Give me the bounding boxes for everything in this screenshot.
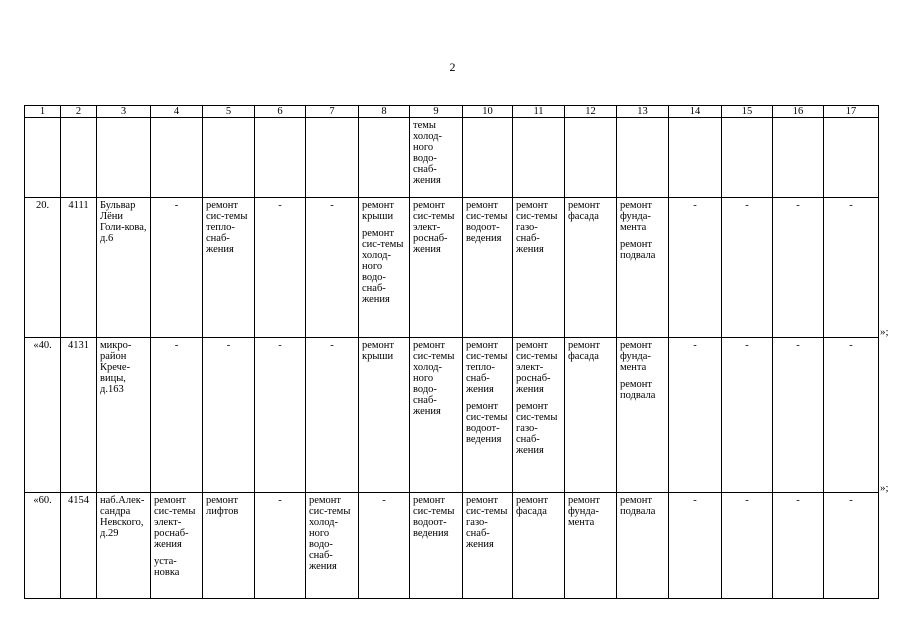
table-cell [669,198,722,338]
cell-text: ремонт сис-темы тепло-снаб-жения [206,200,248,255]
column-header: 12 [565,106,617,118]
cell-text: ремонт сис-темы холод-ного водо-снаб-жения [309,495,351,572]
column-header: 9 [410,106,463,118]
cell-text: ремонт сис-темы элект-роснаб-жения [413,200,455,255]
table-cell [565,338,617,493]
column-header: 17 [824,106,879,118]
cell-text: ремонт фасада [516,495,549,517]
table-cell [25,198,61,338]
table-cell [151,338,203,493]
table-cell [410,198,463,338]
cell-text: ремонт фунда-мента [620,340,653,373]
column-header: 2 [61,106,97,118]
table-cell [565,118,617,198]
cell-text: ремонт подвала [620,495,656,517]
column-header: 4 [151,106,203,118]
table-cell [151,198,203,338]
table-cell [565,493,617,599]
row-trailing-mark: »; [880,326,889,338]
column-header: 5 [203,106,255,118]
table-cell [513,118,565,198]
table-cell [255,118,306,198]
cell-text: - [745,495,749,506]
cell-text: Бульвар Лёни Голи-кова, д.6 [100,200,147,244]
table-cell [410,338,463,493]
table-cell [151,493,203,599]
table-cell [359,493,410,599]
table-cell [255,493,306,599]
table-row [25,338,879,493]
table-cell [255,338,306,493]
table-cell [463,338,513,493]
cell-text: - [745,200,749,211]
column-header: 15 [722,106,773,118]
table-cell [410,118,463,198]
cell-text: - [278,340,282,351]
cell-text: ремонт сис-темы холод-ного водо-снаб-жения [362,228,404,305]
table-cell [61,493,97,599]
cell-text: - [226,340,231,351]
table-cell [722,338,773,493]
table-cell [617,118,669,198]
table-cell [773,338,824,493]
table-cell [463,118,513,198]
table-cell [61,198,97,338]
cell-text: темы холод-ного водо-снаб-жения [413,120,442,186]
cell-text: - [174,200,179,211]
table-row [25,493,879,599]
cell-text: уста-новка [154,556,180,578]
table-cell [25,118,61,198]
cell-text: ремонт сис-темы элект-роснаб-жения [516,340,558,395]
cell-text: - [278,495,282,506]
table-cell [617,198,669,338]
column-header: 16 [773,106,824,118]
table-cell [773,493,824,599]
table-cell [97,118,151,198]
cell-text: - [382,495,386,506]
table-cell [97,493,151,599]
cell-text: - [330,200,334,211]
column-header: 14 [669,106,722,118]
table-cell [669,338,722,493]
table-cell [97,338,151,493]
table-cell [513,198,565,338]
cell-text: 4154 [68,495,89,506]
cell-text: ремонт крыши [362,200,395,222]
cell-text: - [330,340,334,351]
column-header: 3 [97,106,151,118]
cell-text: ремонт фунда-мента [568,495,601,528]
cell-text: ремонт фасада [568,340,601,362]
column-header: 13 [617,106,669,118]
table-row [25,118,879,198]
cell-text: - [174,340,179,351]
cell-text: ремонт сис-темы элект-роснаб-жения [154,495,196,550]
table-cell [773,198,824,338]
column-header: 7 [306,106,359,118]
row-trailing-mark: »; [880,482,889,494]
repair-schedule-table [24,105,879,599]
cell-text: - [796,340,800,351]
table-cell [773,118,824,198]
cell-text: 4131 [68,340,89,351]
table-cell [306,198,359,338]
cell-text: ремонт фасада [568,200,601,222]
table-cell [25,338,61,493]
cell-text: - [745,340,749,351]
table-cell [824,198,879,338]
table-cell [565,198,617,338]
cell-text: ремонт сис-темы тепло-снаб-жения [466,340,508,395]
table-cell [513,338,565,493]
table-cell [722,493,773,599]
cell-text: - [849,200,853,211]
table-cell [463,198,513,338]
table-cell [824,338,879,493]
table-cell [255,198,306,338]
table-cell [151,118,203,198]
cell-text: - [796,495,800,506]
table-cell [722,198,773,338]
table-cell [203,338,255,493]
cell-text: ремонт подвала [620,379,656,401]
cell-text: ремонт сис-темы газо-снаб-жения [516,401,558,456]
table-cell [463,493,513,599]
table-cell [61,338,97,493]
table-cell [410,493,463,599]
cell-text: - [693,495,697,506]
table-cell [97,198,151,338]
table-cell [617,338,669,493]
page-number: 2 [449,60,456,74]
cell-text: 4111 [68,200,89,211]
cell-text: наб.Алек-сандра Невского, д.29 [100,495,145,539]
cell-text: - [849,340,853,351]
cell-text: «40. [33,340,52,351]
cell-text: ремонт сис-темы водоот-ведения [466,200,508,244]
table-cell [722,118,773,198]
header-row [25,106,879,118]
cell-text: ремонт крыши [362,340,395,362]
cell-text: - [849,495,853,506]
table-cell [824,118,879,198]
table-cell [306,493,359,599]
column-header: 10 [463,106,513,118]
table-cell [359,198,410,338]
table-cell [359,338,410,493]
table-cell [25,493,61,599]
cell-text: - [796,200,800,211]
table-cell [203,198,255,338]
cell-text: ремонт сис-темы газо-снаб-жения [516,200,558,255]
table-cell [617,493,669,599]
table-cell [824,493,879,599]
table-cell [513,493,565,599]
table-cell [669,493,722,599]
cell-text: - [693,200,697,211]
cell-text: ремонт сис-темы холод-ного водо-снаб-жения [413,340,455,417]
cell-text: - [278,200,282,211]
table-cell [306,338,359,493]
cell-text: ремонт сис-темы водоот-ведения [466,401,508,445]
table-row [25,198,879,338]
table-cell [61,118,97,198]
column-header: 6 [255,106,306,118]
column-header: 11 [513,106,565,118]
cell-text: 20. [35,200,50,211]
cell-text: ремонт сис-темы водоот-ведения [413,495,455,539]
table-cell [203,118,255,198]
table-cell [669,118,722,198]
cell-text: ремонт сис-темы газо-снаб-жения [466,495,508,550]
cell-text: ремонт подвала [620,239,656,261]
column-header: 1 [25,106,61,118]
cell-text: - [693,340,697,351]
table-cell [203,493,255,599]
table-cell [306,118,359,198]
cell-text: ремонт лифтов [206,495,239,517]
column-header: 8 [359,106,410,118]
cell-text: ремонт фунда-мента [620,200,653,233]
cell-text: «60. [33,495,52,506]
table-cell [359,118,410,198]
cell-text: микро-район Крече-вицы, д.163 [100,340,132,395]
